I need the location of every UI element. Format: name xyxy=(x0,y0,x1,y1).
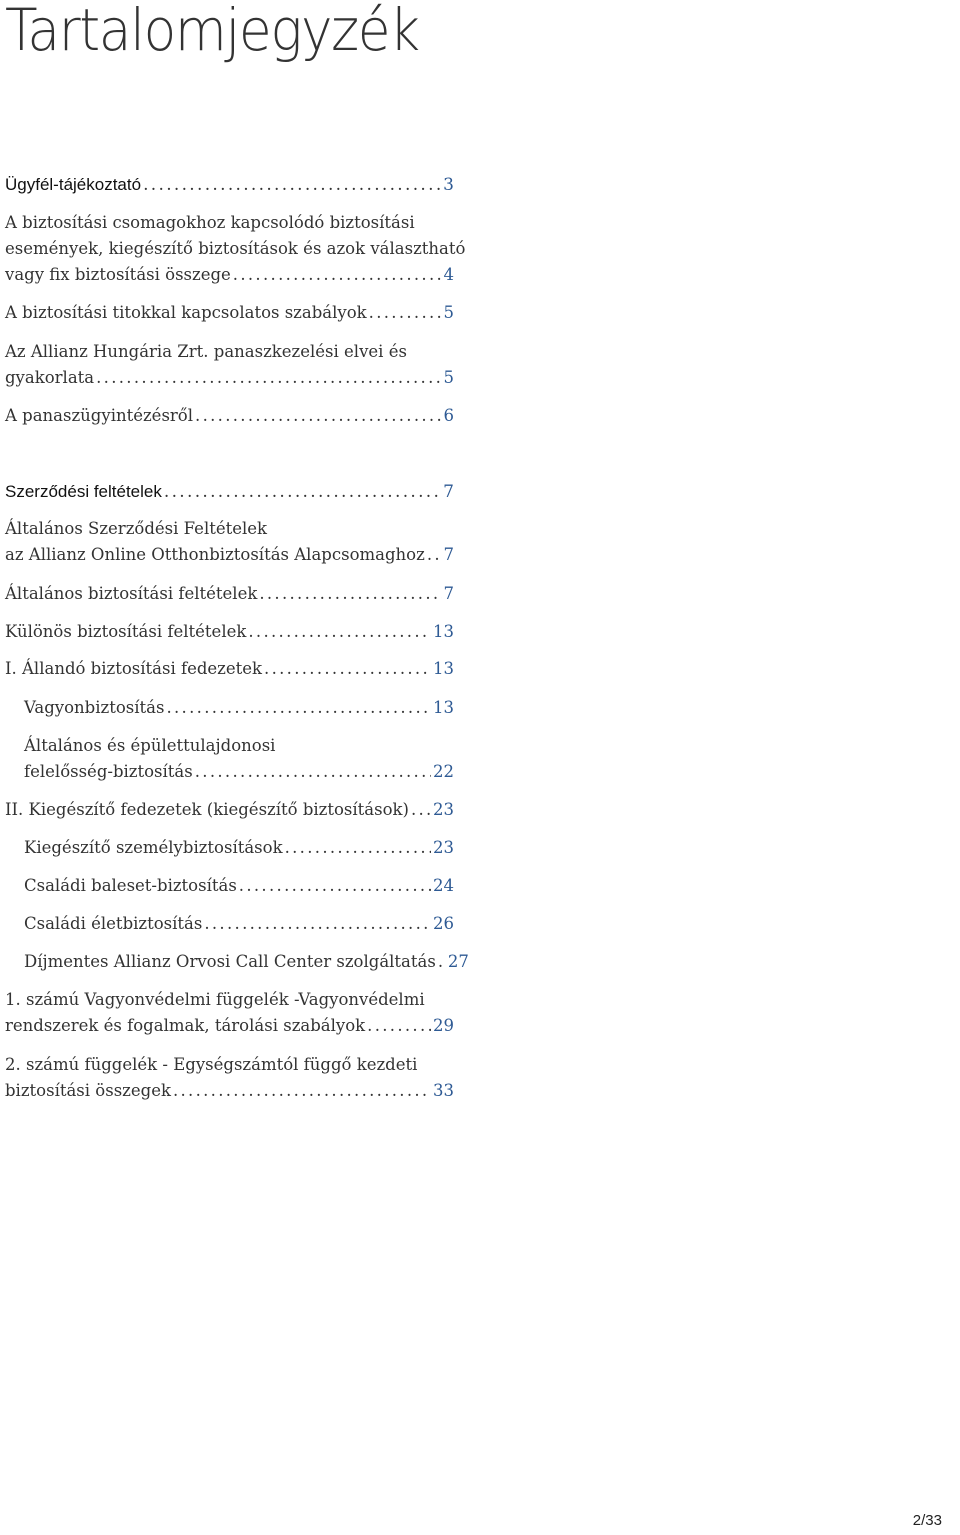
toc-entry-label: Ügyfél-tájékoztató xyxy=(5,175,142,194)
dot-leader xyxy=(367,1013,431,1039)
toc-page-number: 29 xyxy=(433,1016,454,1035)
toc-entry-panaszugyintezes[interactable] xyxy=(5,403,454,429)
toc-entry-label: 2. számú függelék - Egységszámtól függő kezdeti xyxy=(5,1055,418,1074)
dot-leader xyxy=(143,172,441,198)
toc-entry-titok-szabalyok[interactable] xyxy=(5,300,454,326)
toc-page-number: 26 xyxy=(433,914,454,933)
toc-entry-kiegeszito-fedezetek[interactable] xyxy=(5,797,454,823)
toc-page-number: 7 xyxy=(443,482,454,502)
toc-entry-label: Kiegészítő személybiztosítások xyxy=(24,838,283,857)
toc-entry-label: Díjmentes Allianz Orvosi Call Center szolgáltatás xyxy=(24,952,436,971)
dot-leader xyxy=(96,365,441,391)
dot-leader xyxy=(195,403,441,429)
toc-entry-kiegeszito-szemelybiztositasok[interactable] xyxy=(24,835,454,861)
toc-entry-label: az Allianz Online Otthonbiztosítás Alapcsomaghoz xyxy=(5,545,425,564)
toc-entry-label: Különös biztosítási feltételek xyxy=(5,622,247,641)
toc-entry-label: biztosítási összegek xyxy=(5,1081,171,1100)
toc-entry-label: Vagyonbiztosítás xyxy=(24,698,165,717)
dot-leader xyxy=(166,695,431,721)
toc-entry-label: I. Állandó biztosítási fedezetek xyxy=(5,659,263,678)
dot-leader xyxy=(259,581,441,607)
toc-entry-label: események, kiegészítő biztosítások és azok választható xyxy=(5,239,466,258)
toc-entry-label: A biztosítási titokkal kapcsolatos szabályok xyxy=(5,303,367,322)
dot-leader xyxy=(438,949,446,975)
dot-leader xyxy=(164,479,441,505)
dot-leader xyxy=(204,911,431,937)
toc-page-number: 23 xyxy=(433,838,454,857)
toc-entry-label: Általános és épülettulajdonosi xyxy=(24,736,276,755)
toc-entry-vagyonvedelmi-fuggelek[interactable] xyxy=(5,987,454,1039)
toc-entry-label: Szerződési feltételek xyxy=(5,482,162,501)
dot-leader xyxy=(248,619,431,645)
toc-page-number: 5 xyxy=(443,303,454,322)
dot-leader xyxy=(285,835,431,861)
toc-entry-label: Az Allianz Hungária Zrt. panaszkezelési elvei és xyxy=(5,342,407,361)
dot-leader xyxy=(195,759,431,785)
toc-entry-vagyonbiztositas[interactable] xyxy=(24,695,454,721)
toc-entry-csaladi-eletbiztositas[interactable] xyxy=(24,911,454,937)
toc-entry-csaladi-baleset-biztositas[interactable] xyxy=(24,873,454,899)
toc-page-number: 13 xyxy=(433,659,454,678)
toc-page-number: 3 xyxy=(443,175,454,195)
toc-entry-label: 1. számú Vagyonvédelmi függelék -Vagyonvédelmi xyxy=(5,990,425,1009)
toc-page-number: 22 xyxy=(433,762,454,781)
toc-entry-egysegszam-fuggelek[interactable] xyxy=(5,1052,454,1104)
toc-entry-label: Családi baleset-biztosítás xyxy=(24,876,237,895)
toc-entry-label: Általános Szerződési Feltételek xyxy=(5,519,268,538)
dot-leader xyxy=(239,873,431,899)
toc-entry-label: Családi életbiztosítás xyxy=(24,914,203,933)
dot-leader xyxy=(427,542,442,568)
toc-page-number: 24 xyxy=(433,876,454,895)
toc-page-number: 33 xyxy=(433,1081,454,1100)
toc-page-number: 13 xyxy=(433,622,454,641)
toc-page-number: 6 xyxy=(443,406,454,425)
dot-leader xyxy=(369,300,442,326)
toc-page-number: 4 xyxy=(443,265,454,284)
toc-entry-biztositasi-csomagok[interactable] xyxy=(5,210,466,288)
toc-entry-label: A panaszügyintézésről xyxy=(5,406,194,425)
toc-entry-label: vagy fix biztosítási összege xyxy=(5,265,231,284)
toc-entry-label: Általános biztosítási feltételek xyxy=(5,584,258,603)
toc-entry-felelosseg-biztositas[interactable] xyxy=(24,733,454,785)
toc-page-number: 7 xyxy=(443,545,454,564)
toc-entry-panaszkezelesi-elvek[interactable] xyxy=(5,339,454,391)
toc-entry-szerzodesi-feltetelek[interactable] xyxy=(5,479,454,505)
toc-entry-altalanos-szerzodesi-feltetelek[interactable] xyxy=(5,516,454,568)
toc-entry-label: II. Kiegészítő fedezetek (kiegészítő biztosítások) xyxy=(5,800,409,819)
dot-leader xyxy=(173,1078,431,1104)
toc-entry-label: felelősség-biztosítás xyxy=(24,762,193,781)
toc-entry-kulonos-biztositasi-feltetelek[interactable] xyxy=(5,619,454,645)
toc-entry-allando-fedezetek[interactable] xyxy=(5,656,454,682)
dot-leader xyxy=(233,262,442,288)
toc-entry-label: A biztosítási csomagokhoz kapcsolódó biztosítási xyxy=(5,213,415,232)
toc-page-number: 27 xyxy=(447,952,469,971)
toc-entry-label: gyakorlata xyxy=(5,368,95,387)
toc-page-number: 7 xyxy=(443,584,454,603)
page-title: Tartalomjegyzék xyxy=(5,0,419,64)
toc-entry-orvosi-call-center[interactable] xyxy=(24,949,469,975)
toc-page-number: 23 xyxy=(433,800,454,819)
toc-entry-ugyfel-tajekoztato[interactable] xyxy=(5,172,454,198)
dot-leader xyxy=(411,797,431,823)
dot-leader xyxy=(264,656,431,682)
page-number: 2/33 xyxy=(912,1512,942,1529)
toc-page-number: 5 xyxy=(443,368,454,387)
toc-entry-altalanos-biztositasi-feltetelek[interactable] xyxy=(5,581,454,607)
toc-page-number: 13 xyxy=(433,698,454,717)
toc-entry-label: rendszerek és fogalmak, tárolási szabályok xyxy=(5,1016,366,1035)
